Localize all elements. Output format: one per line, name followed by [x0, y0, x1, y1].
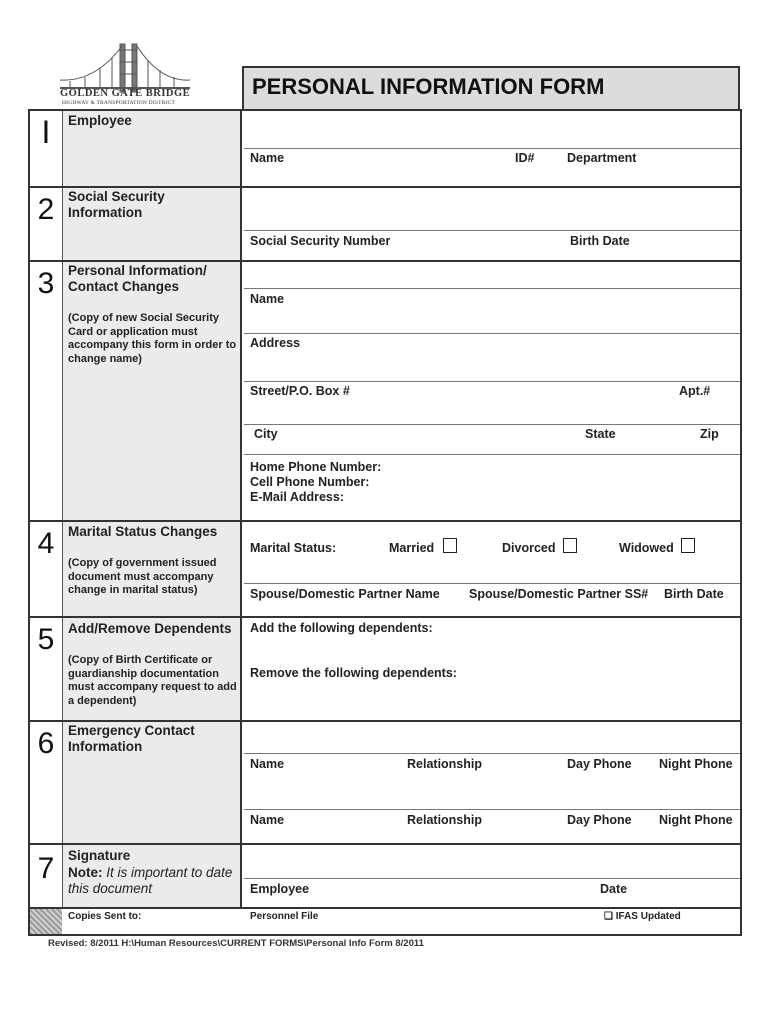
apt-label: Apt.# — [679, 384, 711, 398]
number-column — [30, 111, 62, 907]
field-line — [244, 148, 740, 149]
signature-employee-label: Employee — [250, 882, 310, 896]
divider — [30, 520, 740, 522]
day-phone-label: Day Phone — [567, 813, 632, 827]
add-dependents-label: Add the following dependents: — [250, 621, 433, 635]
section-heading: Employee — [68, 113, 132, 128]
divider — [30, 186, 740, 188]
zip-label: Zip — [700, 427, 719, 441]
section-note: (Copy of Birth Certificate or guardianship documentation must accompany request to add a dependent) — [68, 654, 237, 707]
form-title: PERSONAL INFORMATION FORM — [252, 74, 605, 99]
field-line — [244, 424, 740, 425]
emergency-name-label: Name — [250, 813, 285, 827]
section-number: 2 — [37, 193, 55, 226]
field-line — [244, 288, 740, 289]
email-label: E-Mail Address: — [250, 490, 345, 504]
married-label: Married — [389, 541, 435, 555]
section-heading: Add/Remove Dependents — [68, 621, 232, 636]
night-phone-label: Night Phone — [659, 813, 733, 827]
section-heading: Emergency Contact Information — [68, 723, 195, 754]
field-line — [244, 809, 740, 810]
day-phone-label: Day Phone — [567, 757, 632, 771]
section-heading: Signature — [68, 848, 131, 863]
spouse-name-label: Spouse/Domestic Partner Name — [250, 587, 440, 601]
revised-note: Revised: 8/2011 H:\Human Resources\CURRENT FORMS\Personal Info Form 8/2011 — [48, 938, 424, 949]
divider — [30, 720, 740, 722]
married-checkbox[interactable] — [443, 538, 457, 553]
ssn-label: Social Security Number — [250, 234, 391, 248]
relationship-label: Relationship — [407, 813, 483, 827]
field-line — [244, 333, 740, 334]
field-line — [244, 381, 740, 382]
section-heading: Marital Status Changes — [68, 524, 218, 539]
logo-name: GOLDEN GATE BRIDGE — [60, 88, 191, 99]
section-heading: Personal Information/ Contact Changes — [68, 263, 207, 294]
signature-note — [68, 865, 238, 897]
divider — [30, 260, 740, 262]
employee-name-label: Name — [250, 151, 285, 165]
section-note: (Copy of new Social Security Card or application must accompany this form in order to change name) — [68, 312, 237, 365]
section-number: 3 — [37, 267, 55, 300]
state-label: State — [585, 427, 616, 441]
field-line — [244, 230, 740, 231]
field-line — [244, 878, 740, 879]
field-line — [244, 753, 740, 754]
personnel-file-label: Personnel File — [250, 911, 319, 922]
emergency-name-label: Name — [250, 757, 285, 771]
night-phone-label: Night Phone — [659, 757, 733, 771]
remove-dependents-label: Remove the following dependents: — [250, 666, 457, 680]
section-number: 7 — [37, 852, 55, 885]
section-note: (Copy of government issued document must accompany change in marital status) — [68, 557, 217, 596]
note-label: Note: — [68, 865, 103, 880]
divorced-checkbox[interactable] — [563, 538, 577, 553]
widowed-label: Widowed — [619, 541, 674, 555]
section-number: 5 — [37, 623, 55, 656]
home-phone-label: Home Phone Number: — [250, 460, 382, 474]
divider — [30, 843, 740, 845]
ifas-checkbox-glyph[interactable]: ❏ — [604, 911, 613, 922]
ifas-updated-label: IFAS Updated — [615, 911, 681, 922]
marital-status-label: Marital Status: — [250, 541, 337, 555]
contact-name-label: Name — [250, 292, 285, 306]
divider — [30, 616, 740, 618]
section-number: 6 — [37, 727, 55, 760]
address-label: Address — [250, 336, 301, 350]
logo-subtitle: HIGHWAY & TRANSPORTATION DISTRICT — [62, 100, 176, 106]
divorced-label: Divorced — [502, 541, 556, 555]
divider — [30, 907, 740, 909]
copies-sent-label: Copies Sent to: — [68, 911, 142, 922]
field-line — [244, 583, 740, 584]
section-number: 4 — [37, 527, 55, 560]
id-label: ID# — [515, 151, 535, 165]
section-label-column — [62, 111, 242, 907]
note-text: It is important to date this document — [68, 865, 233, 896]
department-label: Department — [567, 151, 637, 165]
birth-date-label: Birth Date — [570, 234, 630, 248]
field-line — [244, 454, 740, 455]
street-label: Street/P.O. Box # — [250, 384, 350, 398]
spouse-ss-label: Spouse/Domestic Partner SS# — [469, 587, 649, 601]
city-label: City — [254, 427, 278, 441]
widowed-checkbox[interactable] — [681, 538, 695, 553]
signature-date-label: Date — [600, 882, 628, 896]
ifas-updated — [604, 911, 681, 922]
section-heading: Social Security Information — [68, 189, 165, 220]
section-number: I — [41, 114, 51, 150]
cell-phone-label: Cell Phone Number: — [250, 475, 370, 489]
footer-hatch — [30, 908, 62, 934]
spouse-birth-date-label: Birth Date — [664, 587, 724, 601]
relationship-label: Relationship — [407, 757, 483, 771]
